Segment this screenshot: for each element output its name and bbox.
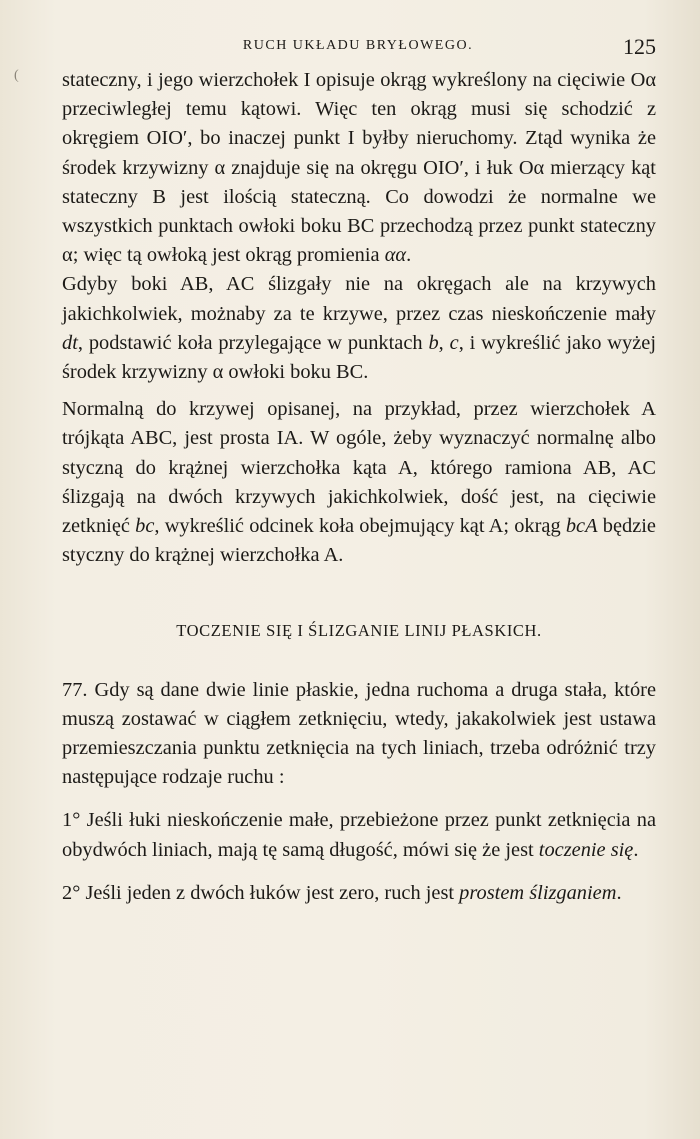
- p1-text-mid-1: przeciwległej temu kątowi. Więc ten okrąg musi się schodzić z okręgiem OIO′, bo inaczej punkt I byłby nieruchomy. Ztąd wynika że środek krzywizny: [62, 98, 656, 179]
- p5-text-lead: 1° Jeśli łuki nieskończenie małe, przebieżone przez punkt zetknięcia na obydwóch liniach, mają tę samą długość, mówi się że jest: [62, 809, 656, 861]
- p1-text-lead: stateczny, i jego wierzchołek I opisuje okrąg wykreślony na cięciwie O: [62, 69, 646, 91]
- p5-term: toczenie się: [538, 838, 634, 861]
- p2-text-mid-1: , podstawić koła przylegające w punktach: [77, 331, 429, 354]
- p3-text-lead: Normalną do krzywej opisanej, na przykład, przez wierzchołek A trójkąta ABC, jest prosta IA. W ogóle, żeby wyznaczyć normalnę albo styczną do krążnej wierzchołka kąta A, którego ramiona AB, AC ślizgają na dwóch krzywych jakichkolwiek, dość jest, na cięciwie zetknięć: [62, 398, 656, 538]
- p6-term: prostem ślizganiem: [459, 881, 617, 904]
- p3-text-end: będzie styczny do krążnej wierzchołka A.: [62, 515, 656, 567]
- p6-text-end: .: [616, 881, 622, 904]
- p6-text-lead: 2° Jeśli jeden z dwóch łuków jest zero, ruch jest: [62, 881, 460, 904]
- p1-alpha-1: α: [645, 69, 656, 91]
- p1-alpha-3: α: [533, 156, 545, 179]
- body-text: [62, 66, 656, 908]
- p2-text-end: owłoki boku BC.: [223, 361, 369, 384]
- p2-comma: ,: [438, 331, 450, 354]
- p1-text-end: .: [406, 244, 412, 267]
- p3-bc: bc: [135, 515, 155, 538]
- p2-dt: dt: [62, 331, 78, 354]
- p1-text-mid-2: znajduje się na okręgu OIO′, i łuk O: [225, 156, 534, 179]
- paragraph-6: [62, 879, 656, 908]
- p2-alpha: α: [212, 361, 224, 384]
- p1-alpha-2: α: [214, 156, 226, 179]
- paragraph-2: [62, 270, 656, 387]
- p1-text-mid-4: ; więc tą owłoką jest okrąg promienia: [72, 244, 385, 267]
- margin-mark: (: [14, 68, 19, 83]
- p3-text-mid-1: , wykreślić odcinek koła obejmujący kąt A; okrąg: [154, 515, 566, 538]
- section-heading: TOCZENIE SIĘ I ŚLIZGANIE LINIJ PŁASKICH.: [176, 621, 542, 641]
- p2-c: c: [449, 331, 459, 354]
- running-title: RUCH UKŁADU BRYŁOWEGO.: [242, 38, 474, 53]
- running-head: [60, 34, 656, 58]
- page-number: 125: [623, 34, 656, 59]
- p2-text-mid-2: , i wykreślić jako wyżej środek krzywizny: [62, 331, 656, 384]
- paragraph-3: [62, 395, 656, 570]
- p1-text-mid-3: mierzący kąt stateczny B jest ilością stateczną. Co dowodzi że normalne we wszystkich punktach owłoki boku BC przechodzą przez punkt stateczny: [62, 156, 656, 238]
- p2-text-lead: Gdyby boki AB, AC ślizgały nie na okręgach ale na krzywych jakichkolwiek, możnaby za te krzywe, przez czas nieskończenie mały: [62, 273, 656, 325]
- paragraph-1: [62, 66, 656, 270]
- p1-alpha-5: αα: [384, 244, 407, 267]
- p3-bcA: bcA: [565, 515, 598, 538]
- paragraph-4: 77. Gdy są dane dwie linie płaskie, jedna ruchoma a druga stała, które muszą zostawać w ciągłem zetknięciu, wtedy, jakakolwiek jest ustawa przemieszczania punktu zetknięcia na tych liniach, trzeba odróżnić trzy następujące rodzaje ruchu :: [62, 678, 656, 789]
- paragraph-5: [62, 806, 656, 864]
- p5-text-end: .: [633, 838, 639, 861]
- p1-alpha-4: α: [62, 244, 73, 267]
- p2-b: b: [428, 331, 439, 354]
